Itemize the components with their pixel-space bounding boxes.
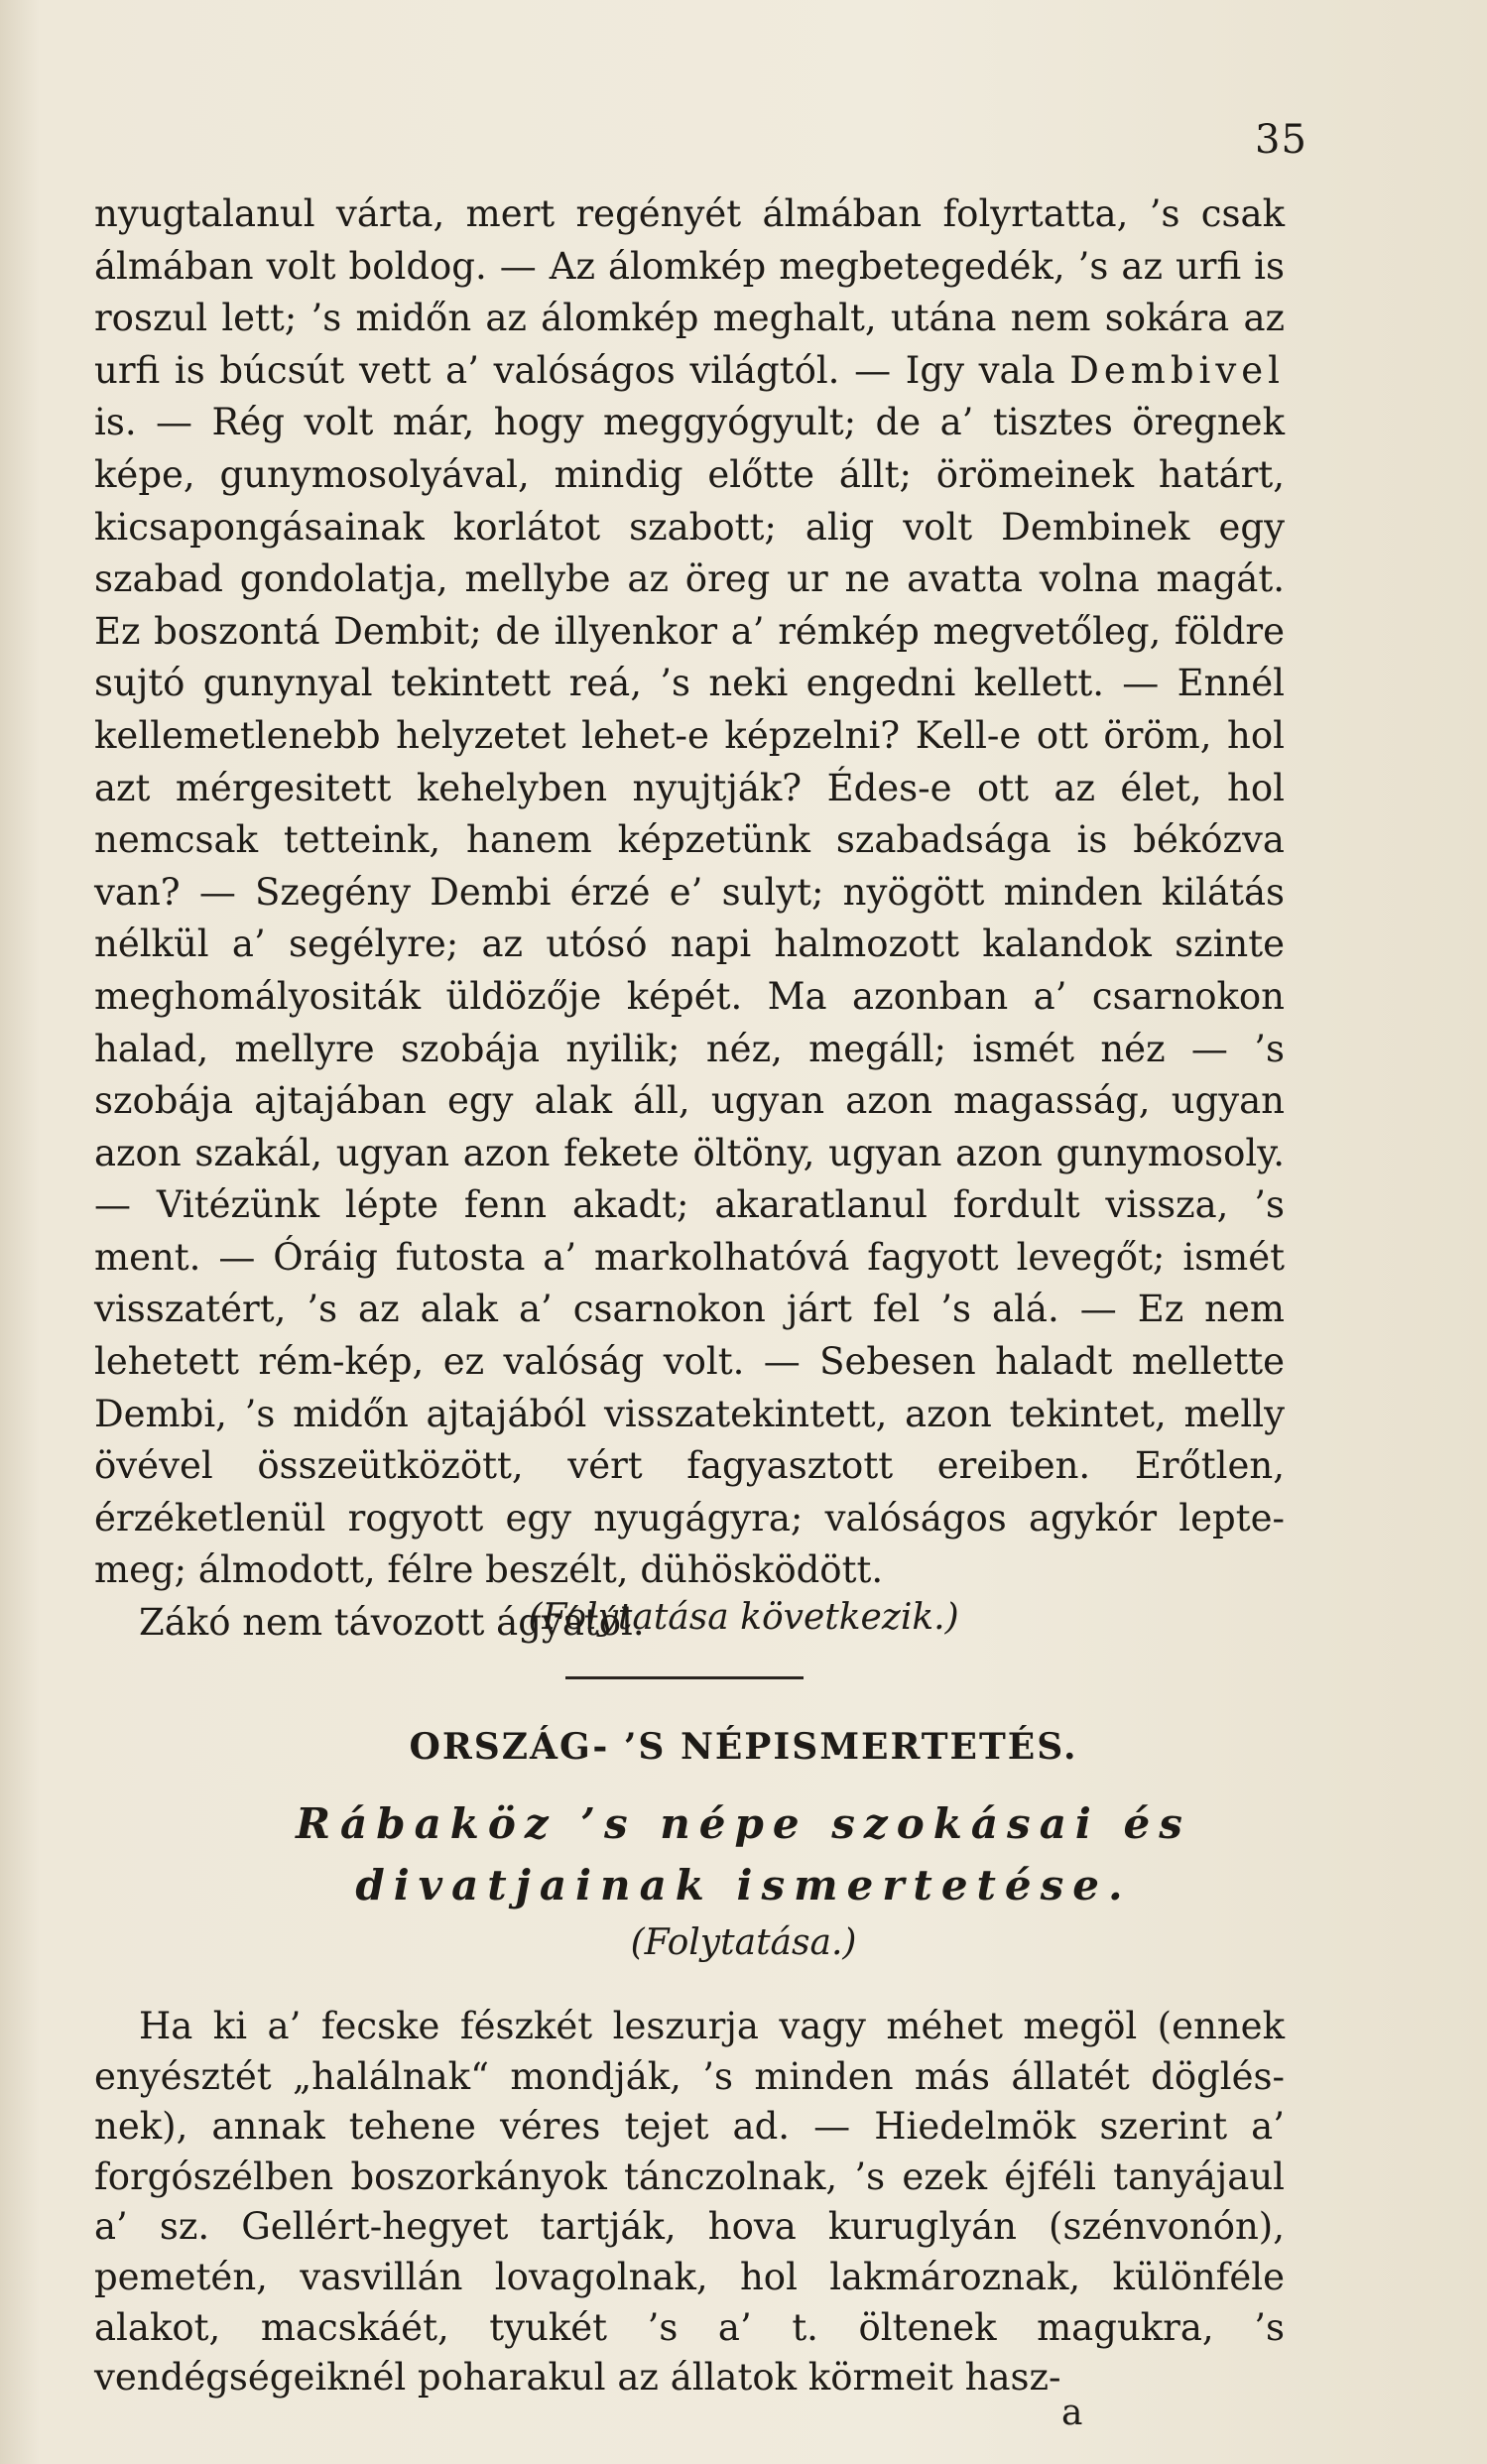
article-subtitle: (Folytatása.): [630, 1922, 857, 1963]
story-paragraph: [94, 188, 1285, 1597]
story-text-part-1: nyugtalanul várta, mert regényét álmában folyrtatta, ’s csak álmában volt boldog. — Az álomkép megbetegedék, ’s az urfi is roszul lett; ’s midőn az álomkép meghalt, utána nem sokára az urfi is búcsút vett a’ valóságos világtól. — Igy vala: [94, 192, 1285, 392]
page-number: 35: [1255, 117, 1307, 163]
spaced-name: Dembivel: [1069, 348, 1285, 392]
article-title: [0, 1793, 1487, 1916]
closing-line: Zákó nem távozott ágyától.: [139, 1601, 645, 1645]
story-text-part-2: is. — Rég volt már, hogy meggyógyult; de a’ tisztes öregnek képe, gunymosolyával, mindig előtte állt; örömeinek határt, kicsapongásainak korlátot szabott; alig volt Dembinek egy szabad gondolatja, mellybe az öreg ur ne avatta volna magát. Ez boszontá Dembit; de illyenkor a’ rémkép megvetőleg, földre sujtó gunynyal tekintett reá, ’s neki engedni kellett. — Ennél kellemetlenebb helyzetet lehet-e képzelni? Kell-e ott öröm, hol azt mérgesitett kehelyben nyujtják? Édes-e ott az élet, hol nemcsak tetteink, hanem képzetünk szabadsága is békózva van? — Szegény Dembi érzé e’ sulyt; nyögött minden kilátás nélkül a’ segélyre; az utósó napi halmozott kalandok szinte meghomályositák üldözője képét. Ma azonban a’ csarnokon halad, mellyre szobája nyilik; néz, megáll; ismét néz — ’s szobája ajtajában egy alak áll, ugyan azon magasság, ugyan azon szakál, ugyan azon fekete öltöny, ugyan azon gunymosoly. — Vitézünk lépte fenn akadt; akaratlanul fordult vissza, ’s ment. — Óráig futosta a’ markolhatóvá fagyott levegőt; ismét visszatért, ’s az alak a’ csarnokon járt fel ’s alá. — Ez nem lehetett rém-kép, ez valóság volt. — Sebesen haladt mellette Dembi, ’s midőn ajtajából visszatekintett, azon tekintet, melly övével összeütközött, vért fagyasztott ereiben. Erőtlen, érzéketlenül rogyott egy nyugágyra; valóságos agykór lepte-meg; álmodott, félre beszélt, dühösködött.: [94, 401, 1285, 1592]
catchword: a: [1061, 2393, 1083, 2433]
continuation-note: (Folytatása következik.): [528, 1597, 959, 1638]
section-divider: [565, 1676, 804, 1679]
article-paragraph: Ha ki a’ fecske fészkét leszurja vagy méhet megöl (ennek enyésztét „halálnak“ mondják, ’s minden más állatét döglés-nek), annak tehene véres tejet ad. — Hiedelmök szerint a’ forgószélben boszorkányok tánczolnak, ’s ezek éjféli tanyájaul a’ sz. Gellért-hegyet tartják, hova kuruglyán (szénvonón), pemetén, vasvillán lovagolnak, hol lakmároznak, különféle alakot, macskáét, tyukét ’s a’ t. öltenek magukra, ’s vendégségeiknél poharakul az állatok körmeit hasz-: [94, 2005, 1285, 2400]
story-text: [94, 188, 1285, 1650]
article-title-line-2: divatjainak ismertetése.: [355, 1861, 1132, 1910]
article-text: [94, 2002, 1285, 2403]
article-title-line-1: Rábaköz ’s népe szokásai és: [296, 1799, 1191, 1848]
section-title: ORSZÁG- ’S NÉPISMERTETÉS.: [409, 1726, 1078, 1768]
